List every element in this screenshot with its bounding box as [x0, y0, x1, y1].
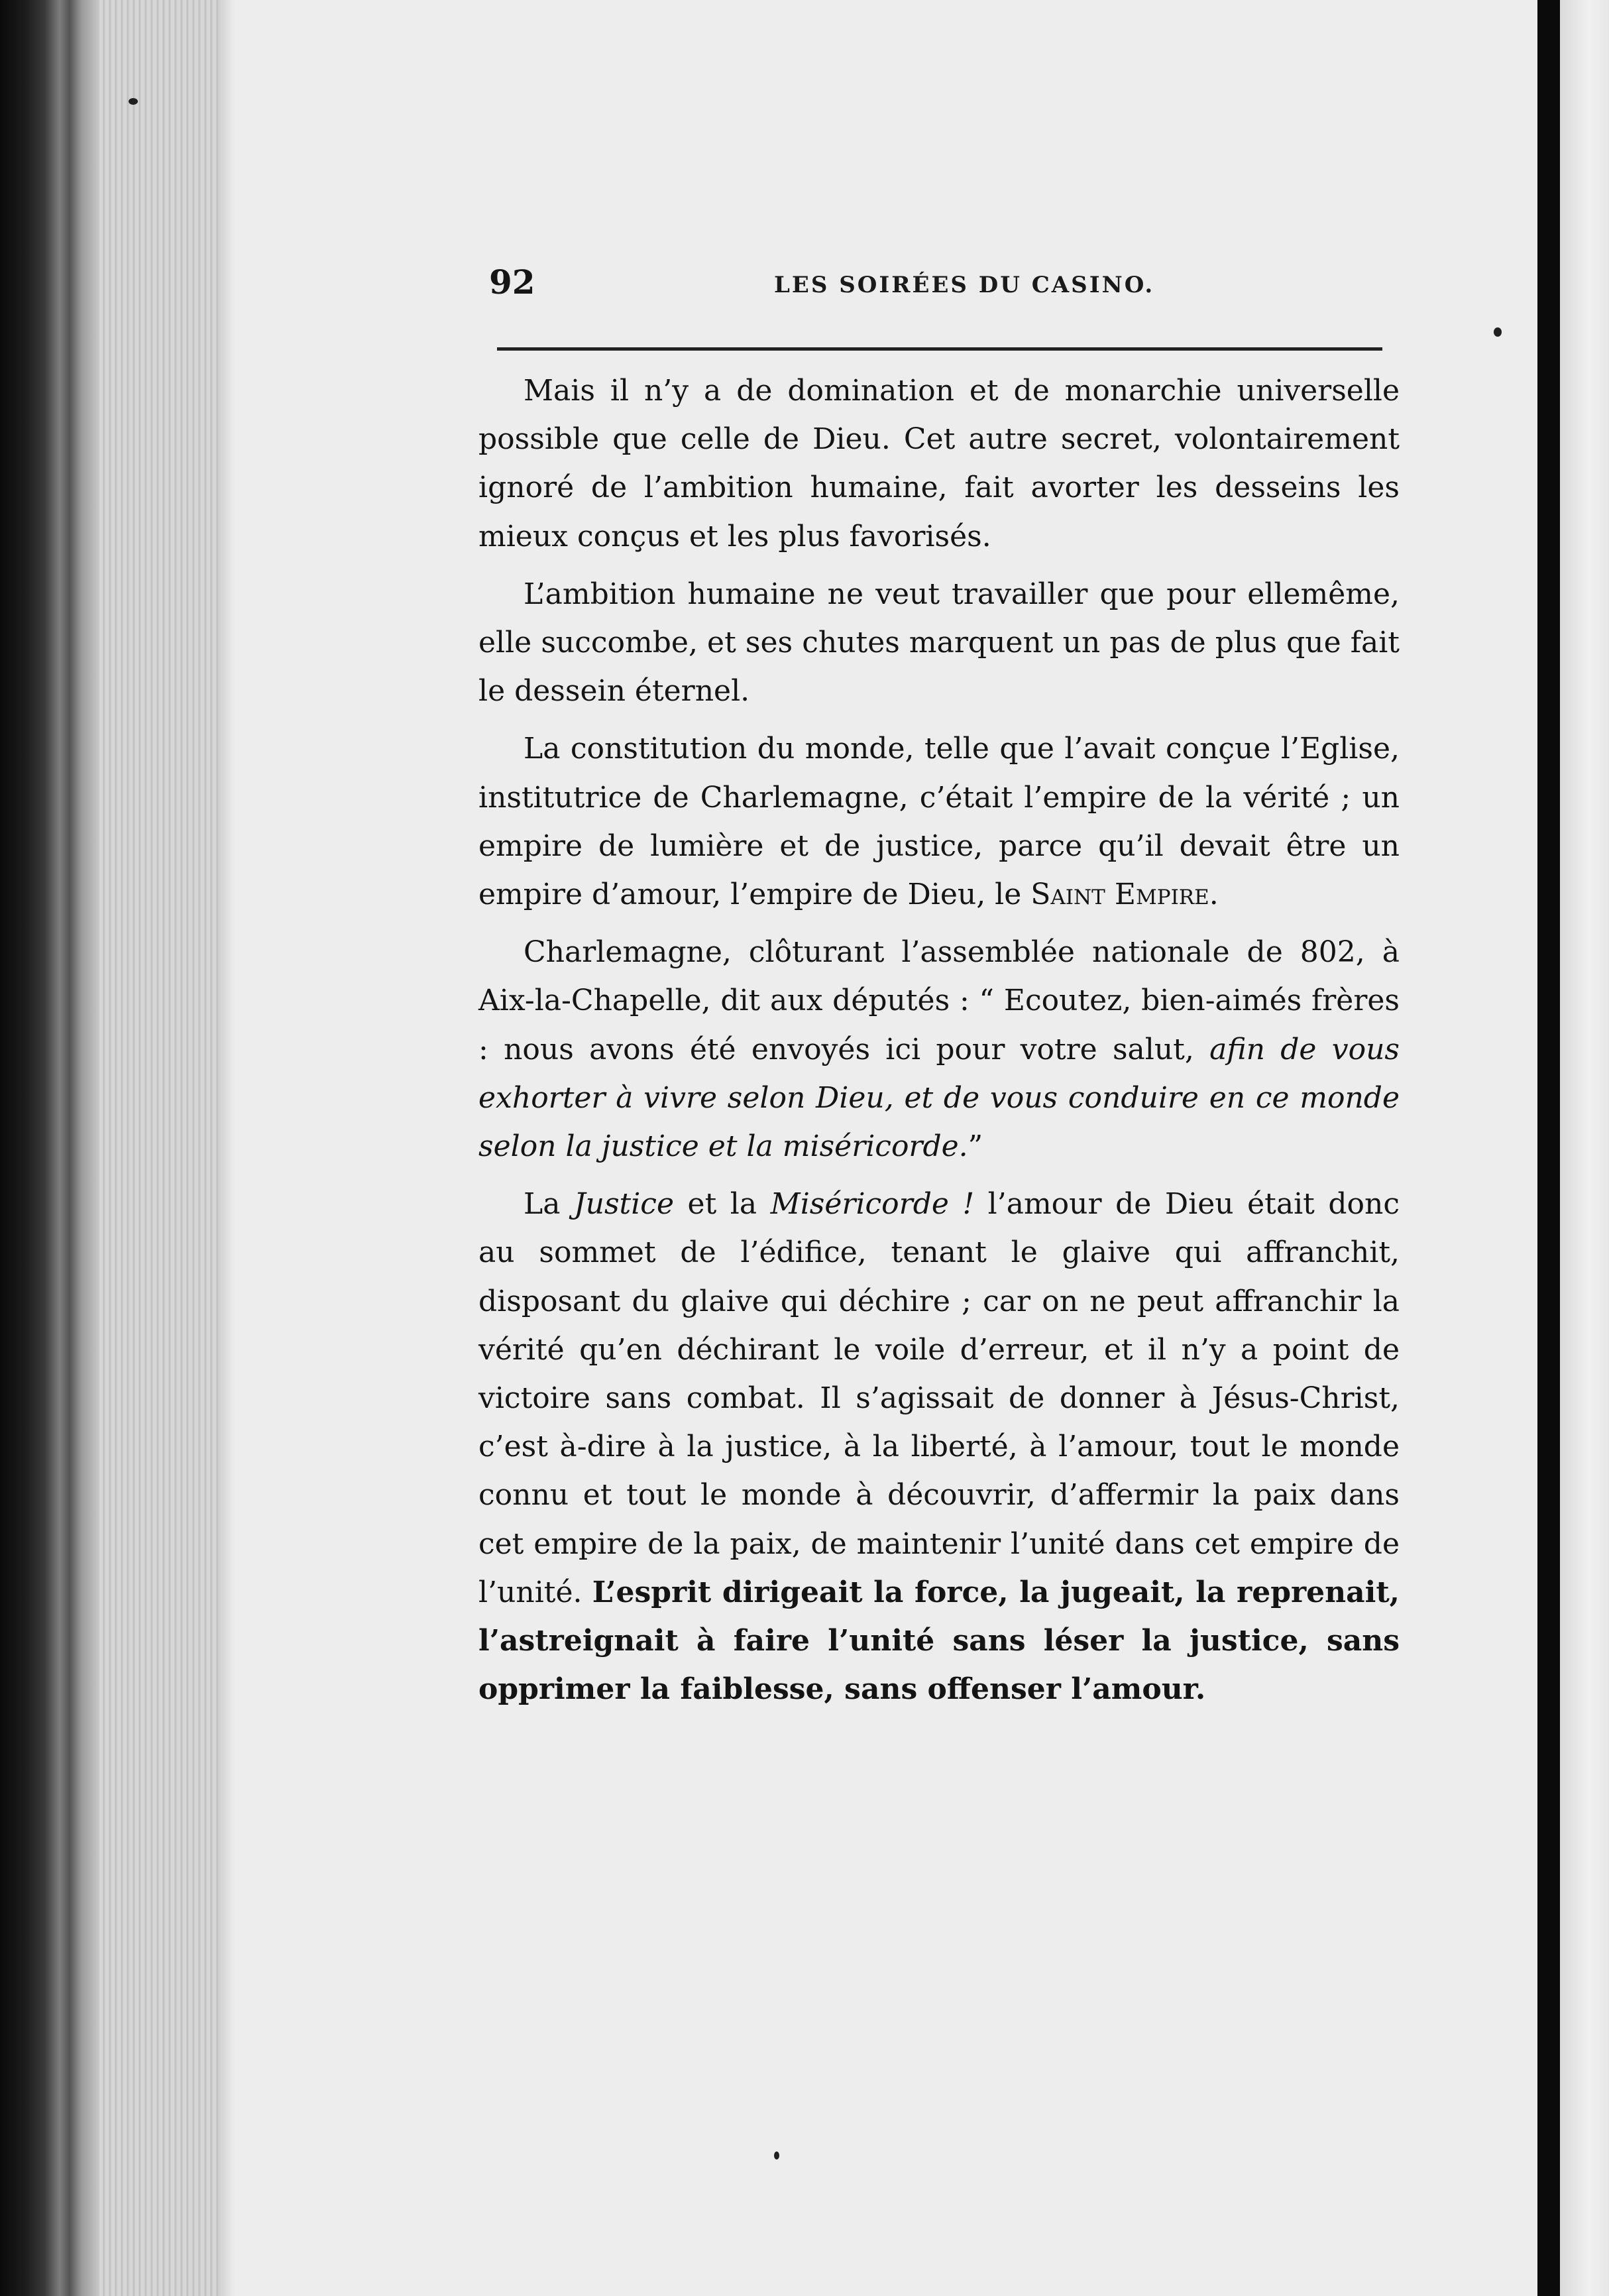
paragraph-1: [478, 367, 1400, 561]
paragraph-5-end: L’esprit dirigeait la force, la jugeait, la reprenait, l’astreignait à faire l’unité sans léser la justice, sans opprimer la faiblesse, sans offenser l’amour.: [478, 1575, 1400, 1707]
paragraph-2: [478, 570, 1400, 716]
page-gutter: [1537, 0, 1560, 2296]
page-header: [489, 262, 1384, 309]
paragraph-4-text: Charlemagne, clôturant l’assemblée nationale de 802, à Aix-la-Chapelle, dit aux députés : “ Ecoutez, bien-aimés frères : nous avons été envoyés ici pour votre salut,: [478, 935, 1400, 1066]
saint-empire-smallcaps: Saint Empire: [1030, 878, 1209, 912]
ink-speck: [129, 98, 138, 105]
book-binding-edge: [0, 0, 99, 2296]
paragraph-5: [478, 1180, 1400, 1713]
body-text: [478, 367, 1400, 1713]
paragraph-3: [478, 724, 1400, 919]
paragraph-5-connector: et la: [674, 1187, 771, 1222]
paragraph-1-text: Mais il n’y a de domination et de monarchie universelle possible que celle de Dieu. Cet autre secret, volontairement ignoré de l’ambition humaine, fait avorter les desseins les mieux conçus et les plus favorisés.: [478, 374, 1400, 553]
paragraph-5-start: La: [524, 1187, 574, 1222]
page-number: 92: [489, 262, 535, 302]
closing-quote: ”: [968, 1129, 983, 1164]
paragraph-4: [478, 928, 1400, 1171]
paragraph-5-text: l’amour de Dieu était donc au sommet de l’édifice, tenant le glaive qui affranchit, disposant du glaive qui déchire ; car on ne peut affranchir la vérité qu’en déchirant le voile d’erreur, et il n’y a point de victoire sans combat. Il s’agissait de donner à Jésus-Christ, c’est à-dire à la justice, à la liberté, à l’amour, tout le monde connu et tout le monde à découvrir, d’affermir la paix dans cet empire de la paix, de maintenir l’unité dans cet empire de l’unité.: [478, 1187, 1400, 1609]
misericorde-italic: Miséricorde !: [770, 1187, 975, 1222]
next-page-edge: [1560, 0, 1609, 2296]
paragraph-3-end: .: [1209, 878, 1219, 912]
page-stack-edge: [99, 0, 225, 2296]
paragraph-2-text: L’ambition humaine ne veut travailler que pour ellemême, elle succombe, et ses chutes marquent un pas de plus que fait le dessein éternel.: [478, 577, 1400, 709]
running-head: LES SOIRÉES DU CASINO.: [774, 272, 1155, 298]
ink-speck: [1494, 327, 1502, 337]
ink-speck: [774, 2152, 779, 2159]
justice-italic: Justice: [574, 1187, 674, 1222]
header-rule: [497, 347, 1382, 351]
paragraph-3-text: La constitution du monde, telle que l’avait conçue l’Eglise, institutrice de Charlemagne, c’était l’empire de la vérité ; un empire de lumière et de justice, parce qu’il devait être un empire d’amour, l’empire de Dieu, le: [478, 732, 1400, 912]
quotation-italic: afin de vous exhorter à vivre selon Dieu, et de vous conduire en ce monde selon la justice et la miséricorde.: [478, 1032, 1400, 1164]
